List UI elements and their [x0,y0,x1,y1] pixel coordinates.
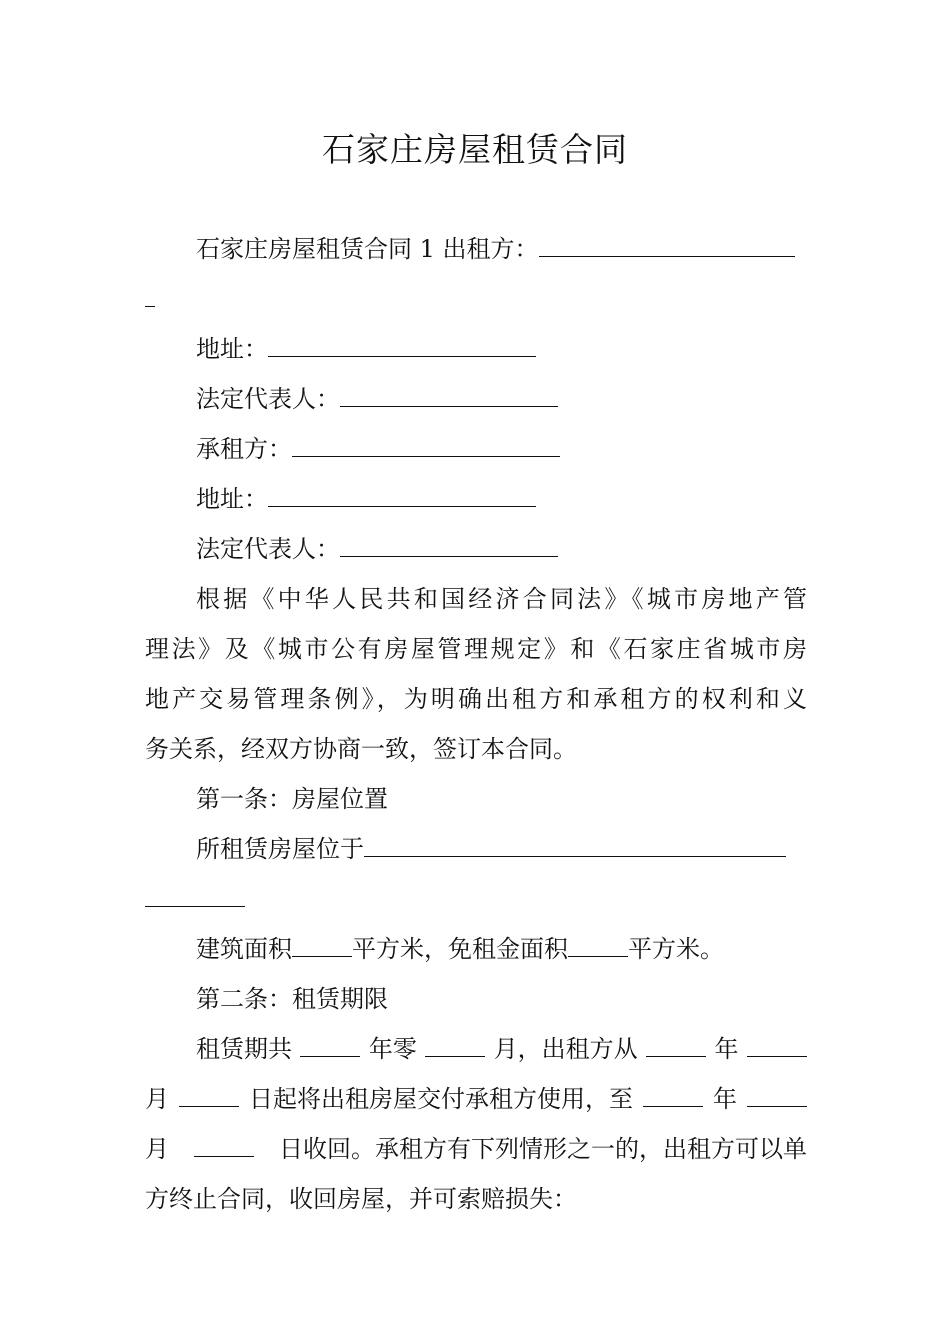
lessee-rep-blank [340,532,558,557]
term-line-1 [196,1032,807,1066]
end-year-label: 年 [713,1085,737,1113]
start-year-label: 年 [714,1035,739,1063]
lessor-label: 石家庄房屋租赁合同 1 出租方： [196,235,539,263]
document-title: 石家庄房屋租赁合同 [322,130,628,169]
building-area-blank [292,932,352,957]
term-years-label: 年零 [368,1035,417,1063]
lessor-blank-continuation [145,282,155,316]
start-month-label: 月 [145,1085,169,1113]
term-years-blank [300,1032,360,1057]
lessor-rep-blank [340,382,558,407]
recovery-text: 日收回。承租方有下列情形之一的，出租方可以单 [279,1135,807,1163]
term-months-blank [425,1032,485,1057]
lessee-label: 承租方： [196,435,292,463]
lessor-address-label: 地址： [196,335,268,363]
preamble-line-4: 务关系，经双方协商一致，签订本合同。 [145,735,577,763]
article-2-heading: 第二条：租赁期限 [196,985,388,1013]
article-1-heading: 第一条：房屋位置 [196,785,388,813]
end-month-blank [747,1082,807,1107]
term-total-label: 租赁期共 [196,1035,292,1063]
rent-free-area-blank [568,932,628,957]
location-line [196,832,786,866]
end-year-blank [643,1082,703,1107]
location-label: 所租赁房屋位于 [196,835,364,863]
handover-text: 日起将出租房屋交付承租方使用，至 [249,1085,633,1113]
lessor-address-blank [268,332,536,357]
term-line-2 [145,1082,807,1116]
term-from-label: 月，出租方从 [493,1035,638,1063]
lessor-blank [539,232,795,257]
area-line [196,932,724,966]
lessee-rep-label: 法定代表人： [196,535,340,563]
lessor-blank-tail [145,282,155,307]
lessor-rep-label: 法定代表人： [196,385,340,413]
location-blank-continuation [145,882,245,916]
lessee-rep-line [196,532,558,566]
term-line-4: 方终止合同，收回房屋，并可索赔损失： [145,1185,577,1213]
start-day-blank [179,1082,239,1107]
lessor-line [196,232,795,266]
start-month-blank [747,1032,807,1057]
building-area-label: 建筑面积 [196,935,292,963]
rent-free-area-label: 平方米，免租金面积 [352,935,568,963]
preamble-line-3: 地产交易管理条例》，为明确出租方和承租方的权利和义 [145,685,807,713]
lessor-rep-line [196,382,558,416]
location-blank [364,832,786,857]
end-day-blank [194,1132,254,1157]
term-line-3 [145,1132,807,1166]
location-blank-tail [145,882,245,907]
lessee-address-label: 地址： [196,485,268,513]
lessee-blank [292,432,560,457]
end-month-label: 月 [145,1135,169,1163]
preamble-line-1: 根据《中华人民共和国经济合同法》《城市房地产管 [196,585,807,613]
preamble-line-2: 理法》及《城市公有房屋管理规定》和《石家庄省城市房 [145,635,807,663]
lessee-address-line [196,482,536,516]
lessee-line [196,432,560,466]
start-year-blank [646,1032,706,1057]
lessor-address-line [196,332,536,366]
lessee-address-blank [268,482,536,507]
area-unit-end: 平方米。 [628,935,724,963]
